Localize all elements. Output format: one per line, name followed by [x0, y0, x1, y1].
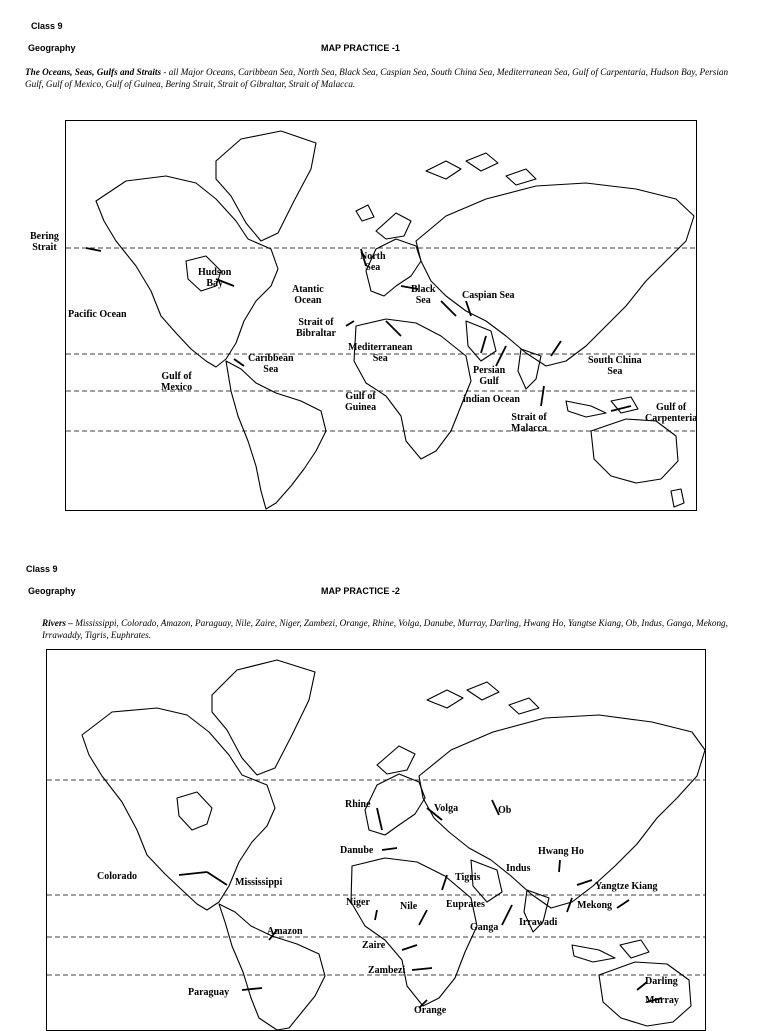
description-body-2: Mississippi, Colorado, Amazon, Paraguay, Nile, Zaire, Niger, Zambezi, Orange, Rhine, Volga, Danube, Murray, Darling, Hwang Ho, Yangtse Kiang, Ob, Indus, Ganga, Mekong, Irrawaddy, Tigris, Euphrates. [42, 618, 728, 640]
label-euphrates: Euprates [446, 899, 485, 910]
description [25, 66, 740, 90]
label-murray: Murray [645, 995, 679, 1006]
description-heading: The Oceans, Seas, Gulfs and Straits [25, 67, 162, 77]
subject-label-2: Geography [28, 586, 76, 596]
world-map-oceans [30, 120, 698, 511]
label-strait-of-gibraltar: Strait of Bibraltar [296, 317, 336, 339]
label-amazon: Amazon [267, 926, 303, 937]
label-black-sea: Black Sea [411, 284, 436, 306]
label-zaire: Zaire [362, 940, 386, 951]
class-label: Class 9 [31, 21, 63, 31]
description-heading-2: Rivers – [42, 618, 73, 628]
label-caspian-sea: Caspian Sea [462, 290, 515, 301]
label-bering-strait: Bering Strait [30, 231, 59, 253]
label-atlantic-ocean: Atantic Ocean [292, 284, 324, 306]
label-volga: Volga [434, 803, 459, 814]
label-colorado: Colorado [97, 871, 137, 882]
label-rhine: Rhine [345, 799, 371, 810]
label-strait-of-malacca: Strait of Malacca [511, 412, 548, 434]
label-gulf-of-guinea: Gulf of Guinea [345, 391, 377, 413]
label-mediterranean-sea: Mediterranean Sea [348, 342, 413, 364]
label-caribbean-sea: Caribbean Sea [248, 353, 294, 375]
page-title: MAP PRACTICE -1 [321, 43, 400, 53]
label-hwang-ho: Hwang Ho [538, 846, 584, 857]
label-irrawadi: Irrawadi [519, 917, 558, 928]
label-hudson-bay: Hudson Bay [198, 267, 232, 289]
label-yangtze-kiang: Yangtze Kiang [595, 881, 658, 892]
label-indian-ocean: indian Ocean [463, 394, 520, 405]
world-map-rivers [46, 649, 706, 1031]
label-danube: Danube [340, 845, 374, 856]
label-pacific-ocean: Pacific Ocean [68, 309, 127, 320]
label-gulf-of-carpentaria: Gulf of Carpenteria [645, 402, 698, 424]
label-zambezi: Zambezi [368, 965, 406, 976]
label-ob: Ob [498, 805, 512, 816]
label-persian-gulf: Persian Gulf [473, 365, 506, 387]
world-outline [66, 121, 696, 510]
description-body: - all Major Oceans, Caribbean Sea, North Sea, Black Sea, Caspian Sea, South China Sea, Mediterranean Sea, Gulf of Carpentaria, Hudson Bay, Persian Gulf, Gulf of Mexico, Gulf of Guinea, Bering Strait, Strait of Gibraltar, Strait of Malacca. [25, 67, 729, 89]
class-label-2: Class 9 [26, 564, 58, 574]
label-gulf-of-mexico: Gulf of Mexico [161, 371, 193, 393]
label-darling: Darling [645, 976, 678, 987]
label-tigris: Tigris [455, 872, 481, 883]
label-ganga: Ganga [470, 922, 499, 933]
label-mekong: Mekong [577, 900, 612, 911]
label-paraguay: Paraguay [188, 987, 230, 998]
label-niger: Niger [346, 897, 370, 908]
label-nile: Nile [400, 901, 418, 912]
label-indus: Indus [506, 863, 531, 874]
label-orange: Orange [414, 1005, 447, 1016]
label-south-china-sea: South China Sea [588, 355, 642, 377]
page-title-2: MAP PRACTICE -2 [321, 586, 400, 596]
label-north-sea: North Sea [360, 251, 386, 273]
subject-label: Geography [28, 43, 76, 53]
label-mississippi: Mississippi [235, 877, 283, 888]
description-2 [42, 617, 737, 641]
